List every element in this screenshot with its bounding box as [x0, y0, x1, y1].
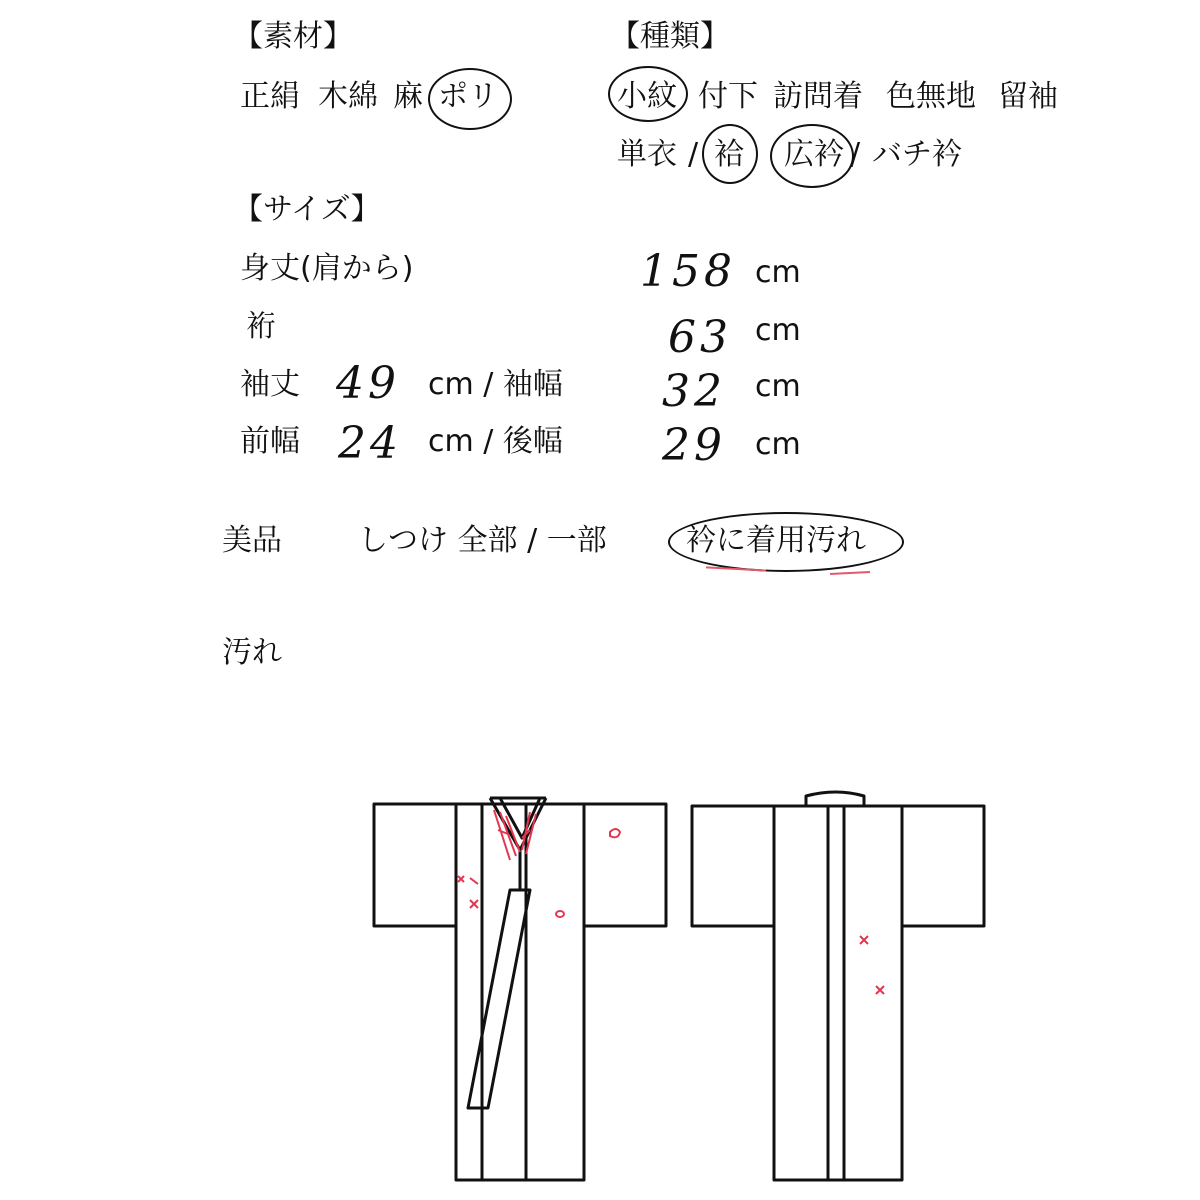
size-mae-label: 前幅 — [240, 424, 300, 459]
size-sodetake-value: 49 — [336, 358, 400, 409]
kimono-front-diagram — [370, 790, 670, 1190]
stain-label: 汚れ — [222, 635, 282, 670]
size-yuki-value: 63 — [668, 312, 732, 363]
condition-label: 美品 — [222, 523, 282, 558]
size-ushiro-unit: cm — [755, 427, 801, 462]
condition-note-circle — [668, 512, 904, 572]
kind-komon-circle — [608, 66, 688, 122]
material-linen: 麻 — [393, 79, 423, 114]
kind-hiroeri-circle — [770, 124, 854, 188]
kind-sep-1: / — [688, 137, 699, 172]
size-heading: 【サイズ】 — [233, 192, 381, 227]
kind-hiroeri: 広衿 — [784, 137, 844, 172]
kind-houmongi: 訪問着 — [773, 79, 863, 114]
size-sodehaba-value: 32 — [662, 366, 726, 417]
kimono-back-diagram — [688, 790, 988, 1190]
kind-hitoe: 単衣 — [617, 137, 677, 172]
condition-note-red-underline-2 — [830, 571, 870, 575]
kind-iromuji: 色無地 — [886, 79, 976, 114]
kind-awase: 袷 — [714, 137, 744, 172]
material-poly: ポリ — [438, 79, 498, 114]
kind-tomesode: 留袖 — [998, 79, 1058, 114]
size-mae-value: 24 — [338, 418, 402, 469]
size-height-label: 身丈(肩から) — [240, 251, 414, 286]
material-poly-circle — [428, 68, 512, 130]
size-height-unit: cm — [755, 255, 801, 290]
kind-komon: 小紋 — [617, 79, 677, 114]
size-yuki-label: 裄 — [246, 309, 276, 344]
size-ushiro-value: 29 — [662, 420, 726, 471]
size-yuki-unit: cm — [755, 313, 801, 348]
condition-shitsuke: しつけ 全部 / 一部 — [358, 523, 607, 558]
back-stain-marks — [860, 936, 884, 994]
kind-awase-circle — [702, 124, 758, 184]
kind-tsukesage: 付下 — [698, 79, 758, 114]
kind-heading: 【種類】 — [610, 19, 730, 54]
kind-sep-2: / — [850, 137, 861, 172]
size-sodehaba-unit: cm — [755, 369, 801, 404]
condition-note: 衿に着用汚れ — [686, 523, 866, 558]
material-cotton: 木綿 — [318, 79, 378, 114]
material-silk: 正絹 — [240, 79, 300, 114]
size-ushiro-label: cm / 後幅 — [428, 424, 563, 459]
size-sodetake-label: 袖丈 — [240, 367, 300, 402]
kind-bachieri: バチ衿 — [872, 137, 962, 172]
size-height-value: 158 — [640, 246, 736, 297]
size-sodehaba-label: cm / 袖幅 — [428, 367, 563, 402]
material-heading: 【素材】 — [233, 19, 353, 54]
